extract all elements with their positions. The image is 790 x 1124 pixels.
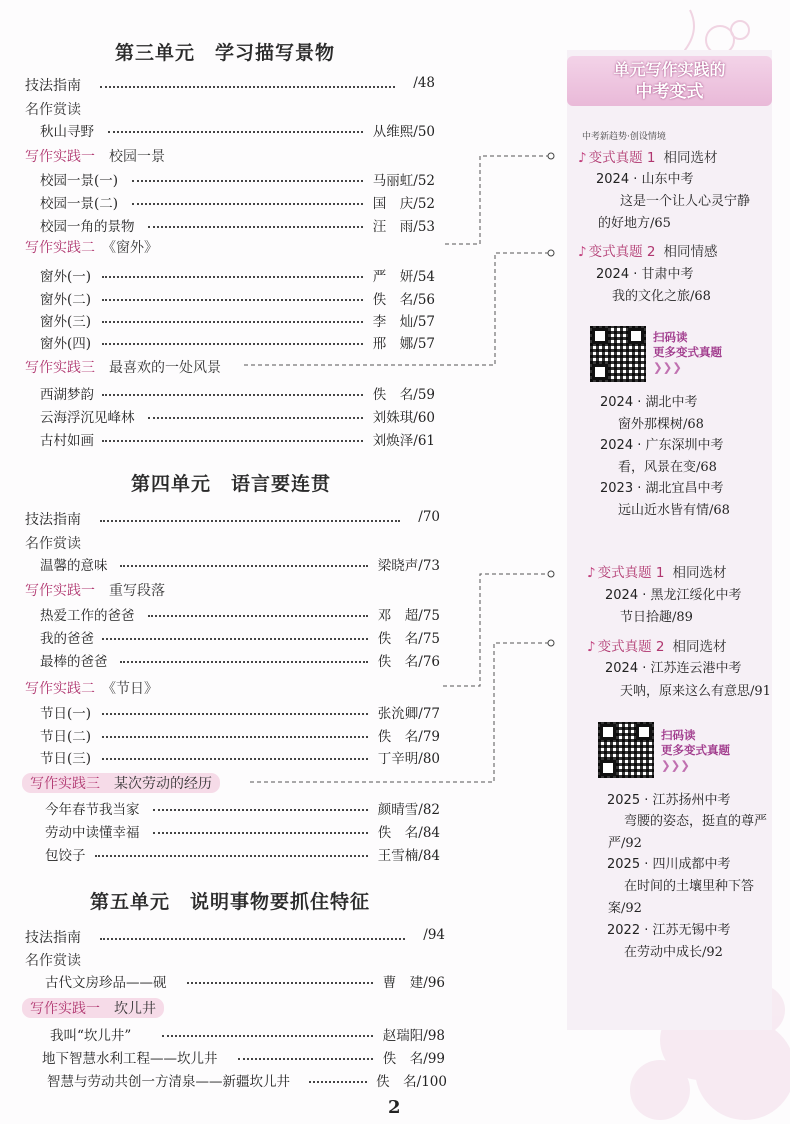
toc-row[interactable] xyxy=(40,650,440,670)
unit5-guide-row[interactable] xyxy=(25,927,445,947)
variant-exam: 2025 · 四川成都中考 xyxy=(607,857,731,872)
toc-author: 国 庆/52 xyxy=(372,196,435,212)
variant-block3-header: ♪ 变式真题 1 相同选材 xyxy=(587,565,727,581)
variant-essay[interactable]: 天呐，原来这么有意思/91 xyxy=(620,684,771,699)
variant-essay[interactable]: 节日拾趣/89 xyxy=(620,610,693,625)
toc-title: 劳动中读懂幸福 xyxy=(45,825,140,841)
guide-label: 技法指南 xyxy=(25,78,81,94)
unit3-title: 第三单元 学习描写景物 xyxy=(115,42,336,64)
variant-exam: 2024 · 甘肃中考 xyxy=(596,267,694,282)
music-note-icon: ♪ xyxy=(587,565,596,581)
variant-block4-header: ♪ 变式真题 2 相同选材 xyxy=(587,639,727,655)
toc-title: 窗外(四) xyxy=(40,336,92,352)
variant-essay-cont[interactable]: 案/92 xyxy=(608,901,642,916)
toc-author: 张沇卿/77 xyxy=(377,706,440,722)
toc-title: 窗外(一) xyxy=(40,269,92,285)
guide-label: 技法指南 xyxy=(25,930,81,946)
toc-row[interactable] xyxy=(45,971,445,991)
unit3-practice2-heading: 写作实践二 《窗外》 xyxy=(25,240,158,256)
guide-page: /70 xyxy=(418,509,440,525)
toc-author: 佚 名/76 xyxy=(377,654,440,670)
music-note-icon: ♪ xyxy=(578,150,587,166)
variant-exam: 2024 · 江苏连云港中考 xyxy=(605,661,742,676)
toc-row[interactable] xyxy=(45,821,440,841)
toc-row[interactable] xyxy=(40,265,435,285)
unit4-practice2-heading: 写作实践二 《节日》 xyxy=(25,681,158,697)
qr-code-icon[interactable] xyxy=(598,722,654,778)
toc-row[interactable] xyxy=(40,725,440,745)
toc-author: 邢 娜/57 xyxy=(372,336,435,352)
unit4-masterpiece-heading: 名作赏读 xyxy=(25,536,81,552)
toc-title: 校园一景(一) xyxy=(40,173,119,189)
toc-row[interactable] xyxy=(40,406,435,426)
sidebar-title-line1: 单元写作实践的 xyxy=(613,60,726,79)
unit3-guide-row[interactable] xyxy=(25,75,435,95)
toc-row[interactable] xyxy=(45,798,440,818)
toc-row[interactable] xyxy=(42,1047,445,1067)
unit4-guide-row[interactable] xyxy=(25,509,440,529)
toc-title: 窗外(二) xyxy=(40,292,92,308)
toc-title: 古村如画 xyxy=(40,433,94,449)
toc-title: 最棒的爸爸 xyxy=(40,654,108,670)
toc-row[interactable] xyxy=(40,332,435,352)
toc-row[interactable] xyxy=(40,288,435,308)
toc-row[interactable] xyxy=(40,120,435,140)
variant-exam: 2025 · 江苏扬州中考 xyxy=(607,793,731,808)
variant-essay-cont[interactable]: 的好地方/65 xyxy=(598,216,671,231)
toc-row[interactable] xyxy=(40,215,435,235)
toc-title: 古代文房珍品——砚 xyxy=(45,975,167,991)
variant-essay[interactable]: 窗外那棵树/68 xyxy=(618,417,704,432)
variant-exam: 2024 · 黑龙江绥化中考 xyxy=(605,588,742,603)
variant-block1-header: ♪ 变式真题 1 相同选材 xyxy=(578,150,718,166)
toc-author: 邓 超/75 xyxy=(377,608,440,624)
toc-author: 佚 名/84 xyxy=(377,825,440,841)
toc-author: 李 灿/57 xyxy=(372,314,435,330)
music-note-icon: ♪ xyxy=(578,244,587,260)
variant-essay[interactable]: 弯腰的姿态，挺直的尊严 xyxy=(624,814,768,829)
toc-author: 颜晴雪/82 xyxy=(377,802,440,818)
variant-essay[interactable]: 这是一个让人心灵宁静 xyxy=(620,194,751,209)
toc-title: 云海浮沉见峰林 xyxy=(40,410,135,426)
toc-row[interactable] xyxy=(40,192,435,212)
scan-prompt: 扫码读 更多变式真题 ❯❯❯ xyxy=(661,728,730,772)
toc-author: 严 妍/54 xyxy=(372,269,435,285)
toc-row[interactable] xyxy=(40,310,435,330)
toc-author: 从维熙/50 xyxy=(372,124,435,140)
guide-page: /48 xyxy=(413,75,435,91)
toc-title: 窗外(三) xyxy=(40,314,92,330)
toc-row[interactable] xyxy=(40,702,440,722)
toc-title: 我的爸爸 xyxy=(40,631,94,647)
toc-author: 佚 名/59 xyxy=(372,387,435,403)
unit4-title: 第四单元 语言要连贯 xyxy=(131,473,332,495)
variant-essay[interactable]: 我的文化之旅/68 xyxy=(612,289,711,304)
sidebar-title-banner xyxy=(567,56,772,106)
sidebar-title-line2: 中考变式 xyxy=(635,82,704,102)
variant-exam: 2024 · 湖北中考 xyxy=(600,395,698,410)
toc-title: 节日(二) xyxy=(40,729,92,745)
page-number: 2 xyxy=(388,1097,401,1118)
variant-exam: 2024 · 广东深圳中考 xyxy=(600,438,724,453)
qr-code-icon[interactable] xyxy=(590,326,646,382)
toc-author: 佚 名/99 xyxy=(382,1051,445,1067)
toc-author: 汪 雨/53 xyxy=(372,219,435,235)
toc-title: 节日(一) xyxy=(40,706,92,722)
toc-row[interactable] xyxy=(40,554,440,574)
toc-row[interactable] xyxy=(40,429,435,449)
toc-author: 刘姝琪/60 xyxy=(372,410,435,426)
variant-essay[interactable]: 在时间的土壤里种下答 xyxy=(624,879,755,894)
variant-essay[interactable]: 远山近水皆有情/68 xyxy=(618,503,730,518)
toc-row[interactable] xyxy=(50,1024,445,1044)
toc-title: 包饺子 xyxy=(45,848,86,864)
variant-exam: 2023 · 湖北宜昌中考 xyxy=(600,481,724,496)
toc-row[interactable] xyxy=(40,383,435,403)
variant-essay[interactable]: 看，风景在变/68 xyxy=(618,460,717,475)
toc-author: 王雪楠/84 xyxy=(377,848,440,864)
toc-author: 曹 建/96 xyxy=(382,975,445,991)
toc-title: 校园一景(二) xyxy=(40,196,119,212)
toc-author: 佚 名/75 xyxy=(377,631,440,647)
unit3-practice3-heading: 写作实践三 最喜欢的一处风景 xyxy=(25,360,221,376)
guide-label: 技法指南 xyxy=(25,512,81,528)
toc-row[interactable] xyxy=(40,747,440,767)
unit3-masterpiece-heading: 名作赏读 xyxy=(25,102,81,118)
toc-title: 我叫“坎儿井” xyxy=(50,1028,132,1044)
variant-essay[interactable]: 在劳动中成长/92 xyxy=(624,945,723,960)
variant-exam: 2024 · 山东中考 xyxy=(596,172,694,187)
variant-exam: 2022 · 江苏无锡中考 xyxy=(607,923,731,938)
unit4-practice3-heading: 写作实践三 某次劳动的经历 xyxy=(22,773,220,793)
toc-author: 刘焕泽/61 xyxy=(372,433,435,449)
toc-author: 马丽虹/52 xyxy=(372,173,435,189)
toc-author: 梁晓声/73 xyxy=(377,558,440,574)
toc-title: 温馨的意味 xyxy=(40,558,108,574)
toc-row[interactable] xyxy=(45,844,440,864)
toc-row[interactable] xyxy=(40,627,440,647)
toc-title: 西湖梦韵 xyxy=(40,387,94,403)
variant-essay-cont[interactable]: 严/92 xyxy=(608,836,642,851)
unit5-title: 第五单元 说明事物要抓住特征 xyxy=(90,891,371,913)
toc-title: 今年春节我当家 xyxy=(45,802,140,818)
toc-row[interactable] xyxy=(47,1070,447,1090)
toc-title: 秋山寻野 xyxy=(40,124,94,140)
toc-title: 地下智慧水利工程——坎儿井 xyxy=(42,1051,218,1067)
unit5-masterpiece-heading: 名作赏读 xyxy=(25,953,81,969)
unit5-practice1-heading: 写作实践一 坎儿井 xyxy=(22,998,164,1018)
toc-title: 热爱工作的爸爸 xyxy=(40,608,135,624)
toc-title: 节日(三) xyxy=(40,751,92,767)
toc-author: 佚 名/79 xyxy=(377,729,440,745)
toc-row[interactable] xyxy=(40,169,435,189)
toc-author: 丁辛明/80 xyxy=(377,751,440,767)
unit3-practice1-heading: 写作实践一 校园一景 xyxy=(25,149,165,165)
toc-title: 智慧与劳动共创一方清泉——新疆坎儿井 xyxy=(47,1074,290,1090)
unit4-practice1-heading: 写作实践一 重写段落 xyxy=(25,583,165,599)
music-note-icon: ♪ xyxy=(587,639,596,655)
toc-author: 赵瑞阳/98 xyxy=(382,1028,445,1044)
guide-page: /94 xyxy=(423,927,445,943)
toc-row[interactable] xyxy=(40,604,440,624)
variant-block2-header: ♪ 变式真题 2 相同情感 xyxy=(578,244,718,260)
scan-prompt: 扫码读 更多变式真题 ❯❯❯ xyxy=(653,330,722,374)
sidebar-tagline: 中考新趋势·创设情境 xyxy=(582,132,666,142)
toc-author: 佚 名/100 xyxy=(376,1074,447,1090)
toc-title: 校园一角的景物 xyxy=(40,219,135,235)
toc-author: 佚 名/56 xyxy=(372,292,435,308)
